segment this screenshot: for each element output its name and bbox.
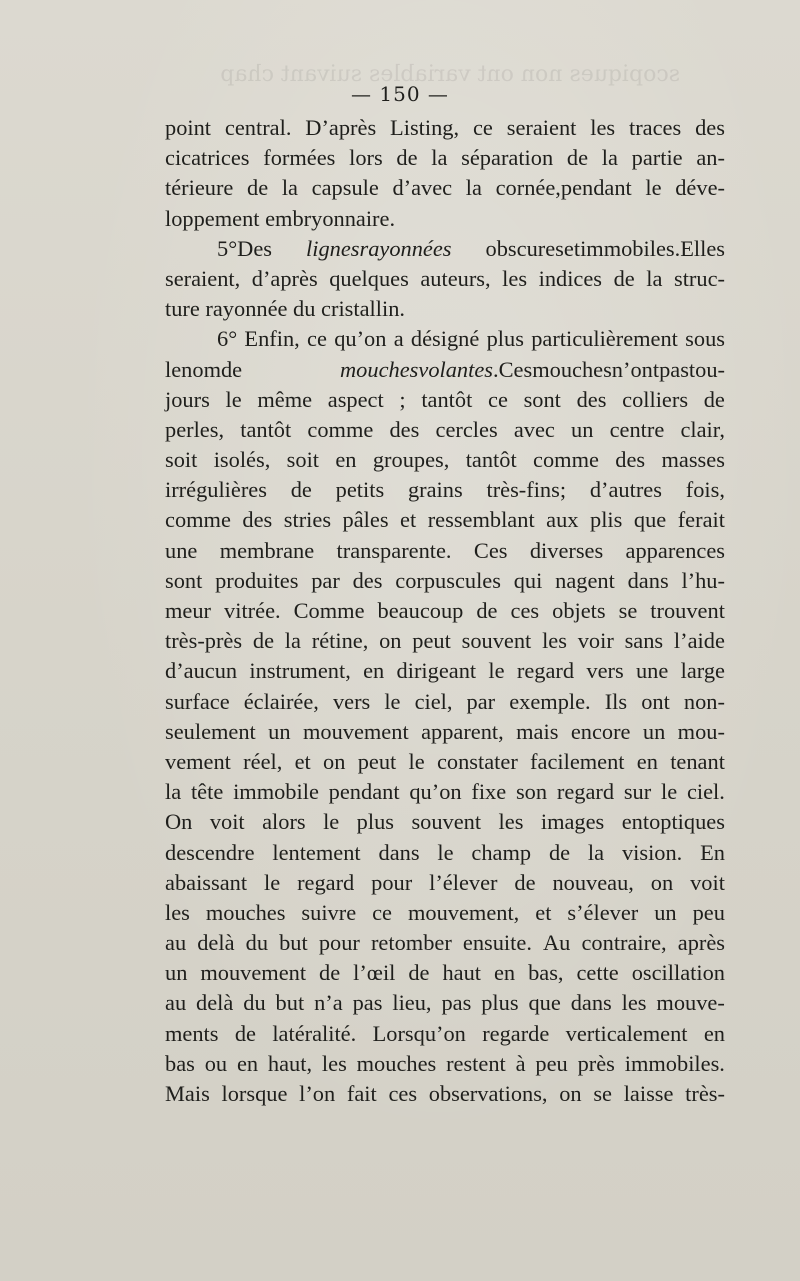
text-line: au delà du but pour retomber ensuite. Au contraire, après [165,930,725,956]
text-line: comme des stries pâles et ressemblant aux plis que ferait [165,507,725,533]
text-line: seulement un mouvement apparent, mais encore un mou- [165,718,725,744]
text-line: soit isolés, soit en groupes, tantôt comme des masses [165,447,725,473]
italic-term: volantes [418,356,493,382]
page-number: — 150 — [351,82,449,106]
text-line: descendre lentement dans le champ de la vision. En [165,839,725,865]
text-line: 6° Enfin, ce qu’on a désigné plus particulièrement sous [217,326,725,352]
text-line: cicatrices formées lors de la séparation de la partie an- [165,145,725,171]
text-line: irrégulières de petits grains très-fins; d’autres fois, [165,477,725,503]
text-line: meur vitrée. Comme beaucoup de ces objets se trouvent [165,598,725,623]
text-line: térieure de la capsule d’avec la cornée,pendant le déve- [165,175,725,201]
text-line: d’aucun instrument, en dirigeant le regard vers une large [165,658,725,684]
text-line: loppement embryonnaire. [165,205,396,231]
text-line: 5°Des lignesrayonnées obscuresetimmobiles.Elles [217,235,725,261]
text-line: perles, tantôt comme des cercles avec un centre clair, [165,416,725,442]
text-line: au delà du but n’a pas lieu, pas plus que dans les mouve- [165,990,725,1016]
italic-term: rayonnées [359,235,452,261]
text-line: surface éclairée, vers le ciel, par exemple. Ils ont non- [165,688,725,714]
body-text [165,113,725,1109]
text-line: très-près de la rétine, on peut souvent les voir sans l’aide [165,628,725,654]
text-line: un mouvement de l’œil de haut en bas, cette oscillation [165,960,725,986]
text-line: seraient, d’après quelques auteurs, les indices de la struc- [165,265,725,291]
text-line: abaissant le regard pour l’élever de nouveau, on voit [165,869,725,895]
text-line: ture rayonnée du cristallin. [165,296,405,322]
text-line: jours le même aspect ; tantôt ce sont des colliers de [165,386,725,412]
text-line: une membrane transparente. Ces diverses apparences [165,537,725,563]
text-line: bas ou en haut, les mouches restent à peu près immobiles. [165,1050,725,1076]
italic-term: lignes [306,235,360,261]
text-line: la tête immobile pendant qu’on fixe son regard sur le ciel. [165,779,725,805]
text-line: sont produites par des corpuscules qui nagent dans l’hu- [165,567,725,593]
text-line: point central. D’après Listing, ce seraient les traces des [165,115,725,140]
text-line: ments de latéralité. Lorsqu’on regarde verticalement en [165,1020,725,1046]
text-line: lenomde mouchesvolantes.Cesmouchesn’ontpastou- [165,356,725,382]
text-line: On voit alors le plus souvent les images entoptiques [165,809,725,835]
text-line: les mouches suivre ce mouvement, et s’élever un peu [165,899,725,925]
italic-term: mouches [340,356,419,382]
text-line: vement réel, et on peut le constater facilement en tenant [165,748,725,774]
show-through-text: scopiques non ont variables suivant chap [220,62,680,87]
text-line: Mais lorsque l’on fait ces observations, on se laisse très- [165,1081,725,1106]
